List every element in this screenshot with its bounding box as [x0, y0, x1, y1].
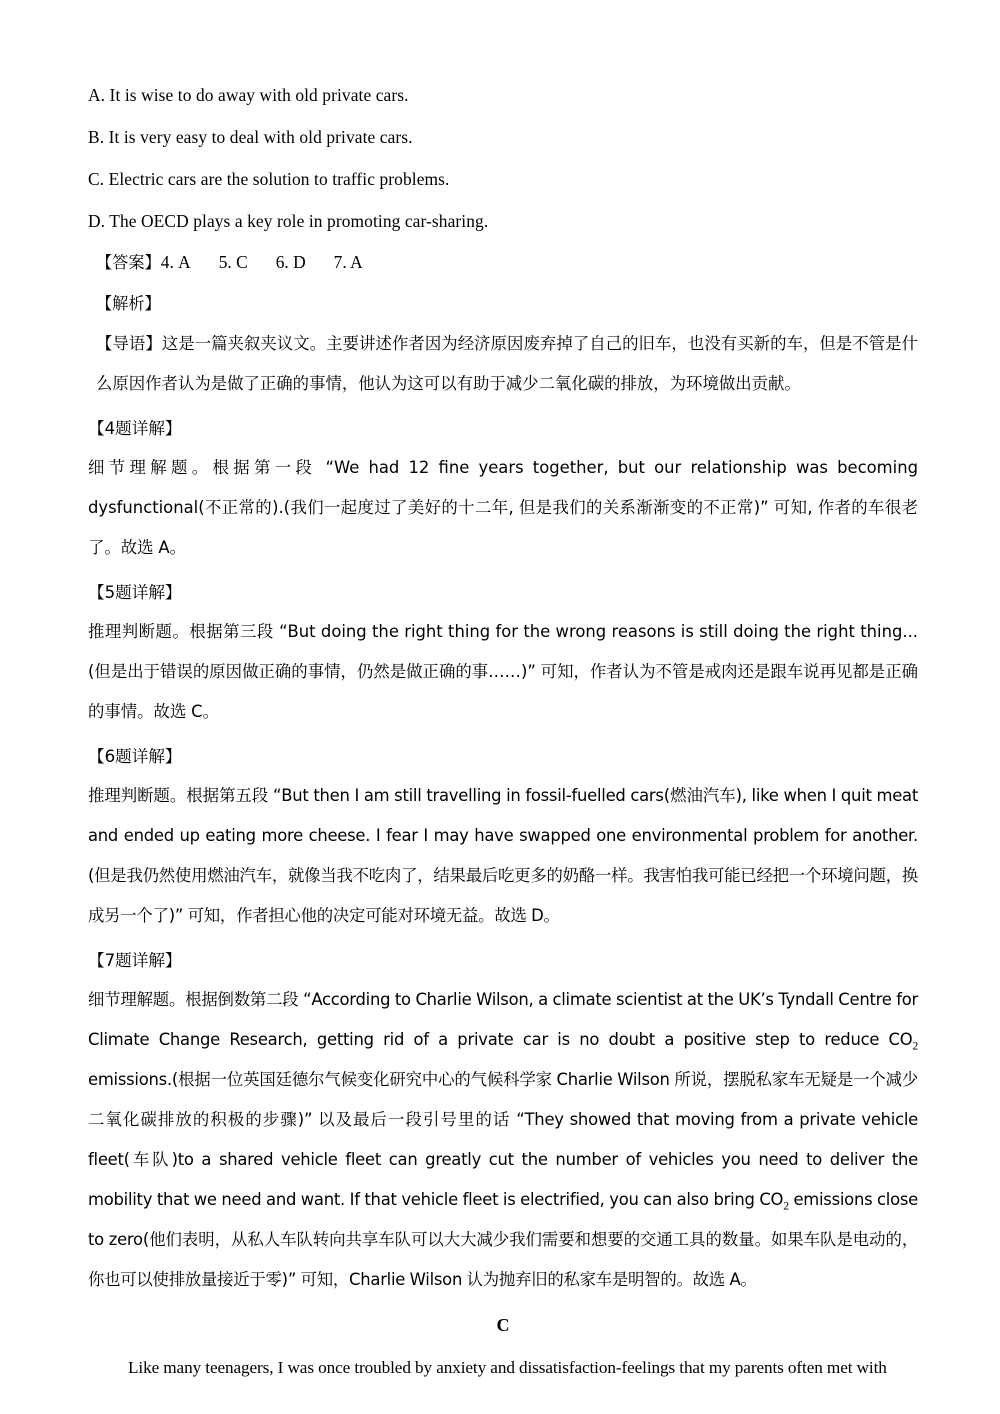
passage-letter-c: C [496, 1315, 510, 1335]
answer-item-6: 6. D [275, 252, 306, 272]
section-heading-5: 【5题详解】 [88, 583, 182, 602]
guide-paragraph [88, 324, 918, 404]
section-body-5: 推理判断题。根据第三段 “But doing the right thing for the wrong reasons is still doing the right thing...(但是出于错误的原因做正确的事情，仍然是做正确的事……)” 可知，作者认为不管是戒肉还是跟车说再见都是正确的事情。故选 C。 [88, 622, 918, 721]
answer-item-5: 5. C [218, 252, 248, 272]
section-body-7 [88, 980, 918, 1300]
co2-subscript-1: 2 [912, 1039, 918, 1053]
answer-item-7: 7. A [333, 252, 363, 272]
option-a: A. It is wise to do away with old private cars. [88, 85, 409, 105]
section-body-7-part1: 细节理解题。根据倒数第二段 “According to Charlie Wilson, a climate scientist at the UK’s Tyndall Centre for Climate Change Research, getting rid of a private car is no doubt a positive step to reduce CO [88, 990, 918, 1049]
passage-c-opening: Like many teenagers, I was once troubled by anxiety and dissatisfaction-feelings that my parents often met with [128, 1358, 887, 1377]
section-body-7-part3: emissions close to zero(他们表明，从私人车队转向共享车队可以大大减少我们需要和想要的交通工具的数量。如果车队是电动的，你也可以使排放量接近于零)” 可 [88, 1190, 919, 1289]
guide-label: 【导语】 [96, 334, 162, 353]
option-d: D. The OECD plays a key role in promoting car-sharing. [88, 211, 489, 231]
option-b: B. It is very easy to deal with old private cars. [88, 127, 413, 147]
analysis-label: 【解析】 [96, 294, 161, 313]
guide-text: 这是一篇夹叙夹议文。主要讲述作者因为经济原因废弃掉了自己的旧车，也没有买新的车，但是不管是什么原因作者认为是做了正确的事情，他认为这可以有助于减少二氧化碳的排放，为环境做出贡献。 [96, 334, 918, 393]
option-c: C. Electric cars are the solution to traffic problems. [88, 169, 450, 189]
section-body-7-part2: emissions.(根据一位英国廷德尔气候变化研究中心的气候科学家 Charlie Wilson 所说，摆脱私家车无疑是一个减少二氧化碳排放的积极的步骤)” 以及最后一段引号里的话 “They showed that moving from a private vehicle fleet(车队)to a shared vehicle fleet can greatly cut the number of vehicles you need to deliver the mobility that we need and want. If that vehicle fleet is electrified, you can also bring CO [88, 1070, 918, 1209]
section-body-4: 细节理解题。根据第一段 “We had 12 fine years together, but our relationship was becoming dysfunctional(不正常的).(我们一起度过了美好的十二年, 但是我们的关系渐渐变的不正常)” 可知, 作者的车很老了。故选 A。 [88, 458, 918, 557]
section-body-7-part4: 知，Charlie Wilson 认为抛弃旧的私家车是明智的。故选 A。 [316, 1270, 757, 1289]
co2-subscript-2: 2 [783, 1199, 789, 1213]
section-heading-6: 【6题详解】 [88, 747, 182, 766]
answer-item-4: 4. A [160, 252, 191, 272]
section-body-6: 推理判断题。根据第五段 “But then I am still travelling in fossil-fuelled cars(燃油汽车), like when I quit meat and ended up eating more cheese. I fear I may have swapped one environmental problem for another.(但是我仍然使用燃油汽车，就像当我不吃肉了，结果最后吃更多的奶酪一样。我害怕我可能已经把一个环境问题，换成另一个了)” 可知，作者担心他的决定可能对环境无益。故选 D。 [88, 786, 918, 925]
answer-line [88, 242, 918, 283]
section-heading-4: 【4题详解】 [88, 419, 182, 438]
section-heading-7: 【7题详解】 [88, 951, 182, 970]
page-content [88, 74, 918, 1388]
answer-label: 【答案】 [96, 253, 161, 272]
